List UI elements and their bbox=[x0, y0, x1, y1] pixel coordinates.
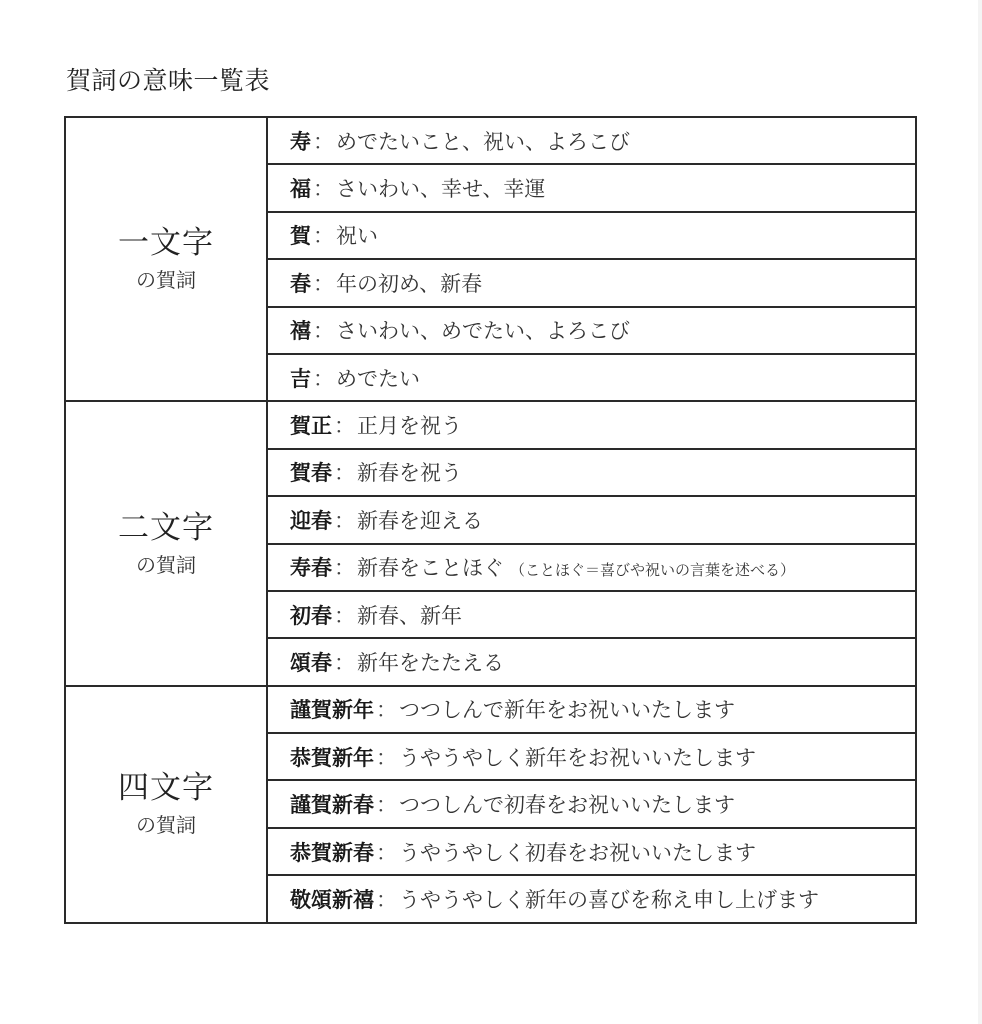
separator: ： bbox=[376, 840, 397, 865]
separator: ： bbox=[376, 793, 397, 818]
category-cell-four-char bbox=[65, 686, 267, 923]
meaning: 正月を祝う bbox=[357, 414, 462, 439]
separator: ： bbox=[334, 508, 355, 533]
separator: ： bbox=[376, 745, 397, 770]
entry-cell bbox=[267, 259, 916, 306]
entry-cell bbox=[267, 401, 916, 448]
greeting-words-table bbox=[64, 116, 917, 924]
separator: ： bbox=[313, 177, 334, 202]
entry-cell bbox=[267, 780, 916, 827]
term: 福 bbox=[290, 177, 311, 202]
meaning: つつしんで初春をお祝いいたします bbox=[399, 793, 735, 818]
term: 賀春 bbox=[290, 461, 332, 486]
page-edge bbox=[978, 0, 982, 1024]
entry-cell bbox=[267, 496, 916, 543]
meaning: うやうやしく初春をお祝いいたします bbox=[399, 840, 756, 865]
meaning-note: （ことほぐ＝喜びや祝いの言葉を述べる） bbox=[510, 561, 796, 580]
term: 賀 bbox=[290, 224, 311, 249]
term: 謹賀新春 bbox=[290, 793, 374, 818]
meaning: うやうやしく新年の喜びを称え申し上げます bbox=[399, 887, 819, 912]
entry-cell bbox=[267, 591, 916, 638]
page-title: 賀詞の意味一覧表 bbox=[66, 66, 271, 95]
category-cell-one-char bbox=[65, 117, 267, 401]
term: 吉 bbox=[290, 366, 311, 391]
term: 寿春 bbox=[290, 556, 332, 581]
meaning: さいわい、幸せ、幸運 bbox=[336, 177, 546, 202]
entry-cell bbox=[267, 117, 916, 164]
meaning: 年の初め、新春 bbox=[336, 271, 483, 296]
term: 春 bbox=[290, 271, 311, 296]
term: 禧 bbox=[290, 319, 311, 344]
separator: ： bbox=[376, 887, 397, 912]
meaning: 新春をことほぐ bbox=[357, 556, 504, 581]
separator: ： bbox=[376, 698, 397, 723]
entry-cell bbox=[267, 354, 916, 401]
term: 迎春 bbox=[290, 508, 332, 533]
separator: ： bbox=[334, 603, 355, 628]
category-sublabel: の賀詞 bbox=[136, 813, 196, 838]
category-label: 四文字 bbox=[118, 770, 214, 807]
meaning: さいわい、めでたい、よろこび bbox=[336, 319, 630, 344]
entry-cell bbox=[267, 449, 916, 496]
meaning: 祝い bbox=[336, 224, 378, 249]
separator: ： bbox=[313, 271, 334, 296]
term: 恭賀新年 bbox=[290, 745, 374, 770]
category-label: 一文字 bbox=[118, 225, 214, 262]
term: 寿 bbox=[290, 129, 311, 154]
meaning: 新年をたたえる bbox=[357, 650, 504, 675]
term: 敬頌新禧 bbox=[290, 887, 374, 912]
separator: ： bbox=[313, 319, 334, 344]
entry-cell bbox=[267, 733, 916, 780]
separator: ： bbox=[334, 650, 355, 675]
category-sublabel: の賀詞 bbox=[136, 268, 196, 293]
meaning: うやうやしく新年をお祝いいたします bbox=[399, 745, 756, 770]
entry-cell bbox=[267, 875, 916, 922]
term: 頌春 bbox=[290, 650, 332, 675]
term: 初春 bbox=[290, 603, 332, 628]
separator: ： bbox=[334, 461, 355, 486]
separator: ： bbox=[313, 129, 334, 154]
term: 謹賀新年 bbox=[290, 698, 374, 723]
entry-cell bbox=[267, 638, 916, 685]
table-row bbox=[65, 117, 916, 164]
meaning: めでたい bbox=[336, 366, 420, 391]
meaning: つつしんで新年をお祝いいたします bbox=[399, 698, 735, 723]
entry-cell bbox=[267, 212, 916, 259]
category-label: 二文字 bbox=[118, 509, 214, 546]
table-row bbox=[65, 686, 916, 733]
entry-cell bbox=[267, 686, 916, 733]
meaning: 新春を迎える bbox=[357, 508, 483, 533]
separator: ： bbox=[334, 556, 355, 581]
separator: ： bbox=[313, 366, 334, 391]
category-sublabel: の賀詞 bbox=[136, 552, 196, 577]
entry-cell bbox=[267, 828, 916, 875]
table-row bbox=[65, 401, 916, 448]
category-cell-two-char bbox=[65, 401, 267, 685]
entry-cell bbox=[267, 164, 916, 211]
entry-cell bbox=[267, 544, 916, 591]
meaning: めでたいこと、祝い、よろこび bbox=[336, 129, 630, 154]
meaning: 新春を祝う bbox=[357, 461, 462, 486]
separator: ： bbox=[313, 224, 334, 249]
separator: ： bbox=[334, 414, 355, 439]
meaning: 新春、新年 bbox=[357, 603, 462, 628]
term: 恭賀新春 bbox=[290, 840, 374, 865]
term: 賀正 bbox=[290, 414, 332, 439]
entry-cell bbox=[267, 307, 916, 354]
